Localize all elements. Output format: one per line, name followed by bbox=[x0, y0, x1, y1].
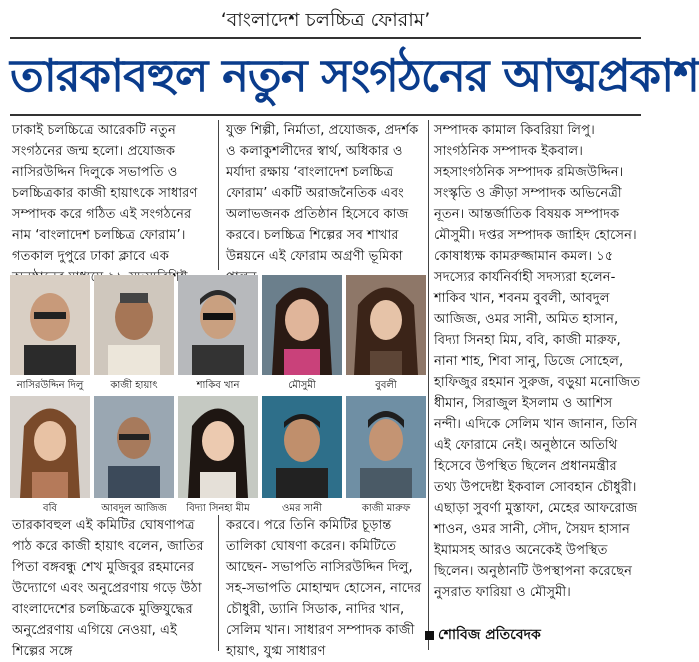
column-divider-1 bbox=[218, 120, 219, 270]
photo-5 bbox=[346, 275, 426, 375]
caption-1: নাসিরউদ্দিন দিলু bbox=[16, 380, 84, 391]
caption-8: বিদ্যা সিনহা মীম bbox=[186, 503, 250, 514]
photo-7 bbox=[94, 396, 174, 498]
photo-1 bbox=[10, 275, 90, 375]
caption-3: শাকিব খান bbox=[196, 380, 240, 391]
column-divider-3 bbox=[218, 515, 219, 651]
photo-8 bbox=[178, 396, 258, 498]
byline-text: শোবিজ প্রতিবেদক bbox=[438, 627, 541, 643]
photo-9 bbox=[262, 396, 342, 498]
photo-4 bbox=[262, 275, 342, 375]
caption-10: কাজী মারুফ bbox=[361, 503, 411, 514]
photo-6 bbox=[10, 396, 90, 498]
column-1-bottom bbox=[12, 515, 212, 659]
caption-7: আবদুল আজিজ bbox=[101, 503, 167, 514]
kicker-title: ‘বাংলাদেশ চলচ্চিত্র ফোরাম’ bbox=[220, 9, 431, 31]
caption-6: ববি bbox=[43, 503, 57, 514]
column-divider-2 bbox=[428, 120, 429, 650]
column-2-bottom-text: করবে। পরে তিনি কমিটির চূড়ান্ত তালিকা ঘোষণা করেন। কমিটিতে আছেন- সভাপতি নাসিরউদ্দিন দিলু, সহ-সভাপতি মোহাম্মদ হোসেন, নাদের চৌধুরী, ড্যানি সিডাক, নাদির খান, সেলিম খান। সাধারণ সম্পাদক কাজী হায়াৎ, যুগ্ম সাধারণ bbox=[226, 518, 422, 659]
column-1-top-text: ঢাকাই চলচ্চিত্রে আরেকটি নতুন সংগঠনের জন্ম হলো। প্রযোজক নাসিরউদ্দিন দিলুকে সভাপতি ও চলচ্চিত্রকার কাজী হায়াৎকে সাধারণ সম্পাদক করে গঠিত এই সংগঠনের নাম ‘বাংলাদেশ চলচ্চিত্র ফোরাম’। গতকাল দুপুরে ঢাকা ক্লাবে এক bbox=[12, 123, 198, 264]
column-3 bbox=[434, 120, 641, 620]
headline-rule-bottom bbox=[10, 114, 641, 116]
column-1-bottom-text: তারকাবহুল এই কমিটির ঘোষণাপত্র পাঠ করে কাজী হায়াৎ বলেন, জাতির পিতা বঙ্গবন্ধু শেখ মুজিবুর রহমানের উদ্যোগে এবং অনুপ্রেরণায় গড়ে উঠা বাংলাদেশের চলচ্চিত্রকে মুক্তিযুদ্ধের অনুপ্রেরণায় এগিয়ে নেওয়া, এই শিল্পের সঙ্গে bbox=[12, 518, 204, 659]
photo-2 bbox=[94, 275, 174, 375]
byline bbox=[425, 623, 541, 647]
headline-rule-top bbox=[10, 37, 641, 39]
caption-9: ওমর সানী bbox=[282, 503, 322, 514]
headline: তারকাবহুল নতুন সংগঠনের আত্মপ্রকাশ bbox=[10, 49, 699, 102]
byline-square-icon bbox=[425, 631, 434, 640]
photo-3 bbox=[178, 275, 258, 375]
column-1-top bbox=[12, 120, 212, 270]
caption-4: মৌসুমী bbox=[288, 380, 316, 391]
column-3-text: সম্পাদক কামাল কিবরিয়া লিপু। সাংগঠনিক সম্পাদক ইকবাল। সহসাংগঠনিক সম্পাদক রমিজউদ্দিন। সংস্কৃতি ও ক্রীড়া সম্পাদক অভিনেত্রী নূতন। আন্তর্জাতিক বিষয়ক সম্পাদক মৌসুমী। দপ্তর সম্পাদক জাহিদ হোসেন। কোষাধ্যক্ষ কামরুজ্জামান কমল। ১৫ সদস্যের কার্যনির্বাহী সদস্যরা হলেন- শাকিব খান, শবনম বুবলী, আবদুল আজিজ, ওমর সানী, অমিত হাসান, বিদ্যা সিনহা মিম, ববি, কাজী মারুফ, নানা শাহ, শিবা সানু, ডিজে সোহেল, হাফিজুর রহমান সুরুজ, বড়ুয়া মনোজিত ধীমান, সিরাজুল ইসলাম ও আশিস নন্দী। এদিকে সেলিম খান জানান, তিনি এই ফোরামে নেই। অনুষ্ঠানে অতিথি হিসেবে উপস্থিত ছিলেন প্রধানমন্ত্রীর তথ্য উপদেষ্টা ইকবাল সোবহান চৌধুরী। এছাড়া সুবর্ণা মুস্তাফা, মেহের আফরোজ শাওন, ওমর সানী, সৌদ, সৈয়দ হাসান ইমামসহ আরও অনেকেই উপস্থিত ছিলেন। অনুষ্ঠানটি উপস্থাপনা করেছেন নুসরাত ফারিয়া ও মৌসুমী। bbox=[434, 123, 641, 600]
column-2-top-text: যুক্ত শিল্পী, নির্মাতা, প্রযোজক, প্রদর্শক ও কলাকুশলীদের স্বার্থ, অধিকার ও মর্যাদা রক্ষায় ‘বাংলাদেশ চলচ্চিত্র ফোরাম’ একটি অরাজনৈতিক এবং অলাভজনক প্রতিষ্ঠান হিসেবে কাজ করবে। চলচ্চিত্র শিল্পের সব শাখার উন্নয়নে এই ফোরাম অগ্রণী ভূমিকা bbox=[226, 123, 419, 264]
photo-10 bbox=[346, 396, 426, 498]
caption-2: কাজী হায়াৎ bbox=[110, 380, 158, 391]
column-2-bottom bbox=[226, 515, 426, 659]
column-2-top bbox=[226, 120, 426, 270]
caption-5: বুবলী bbox=[375, 380, 397, 391]
